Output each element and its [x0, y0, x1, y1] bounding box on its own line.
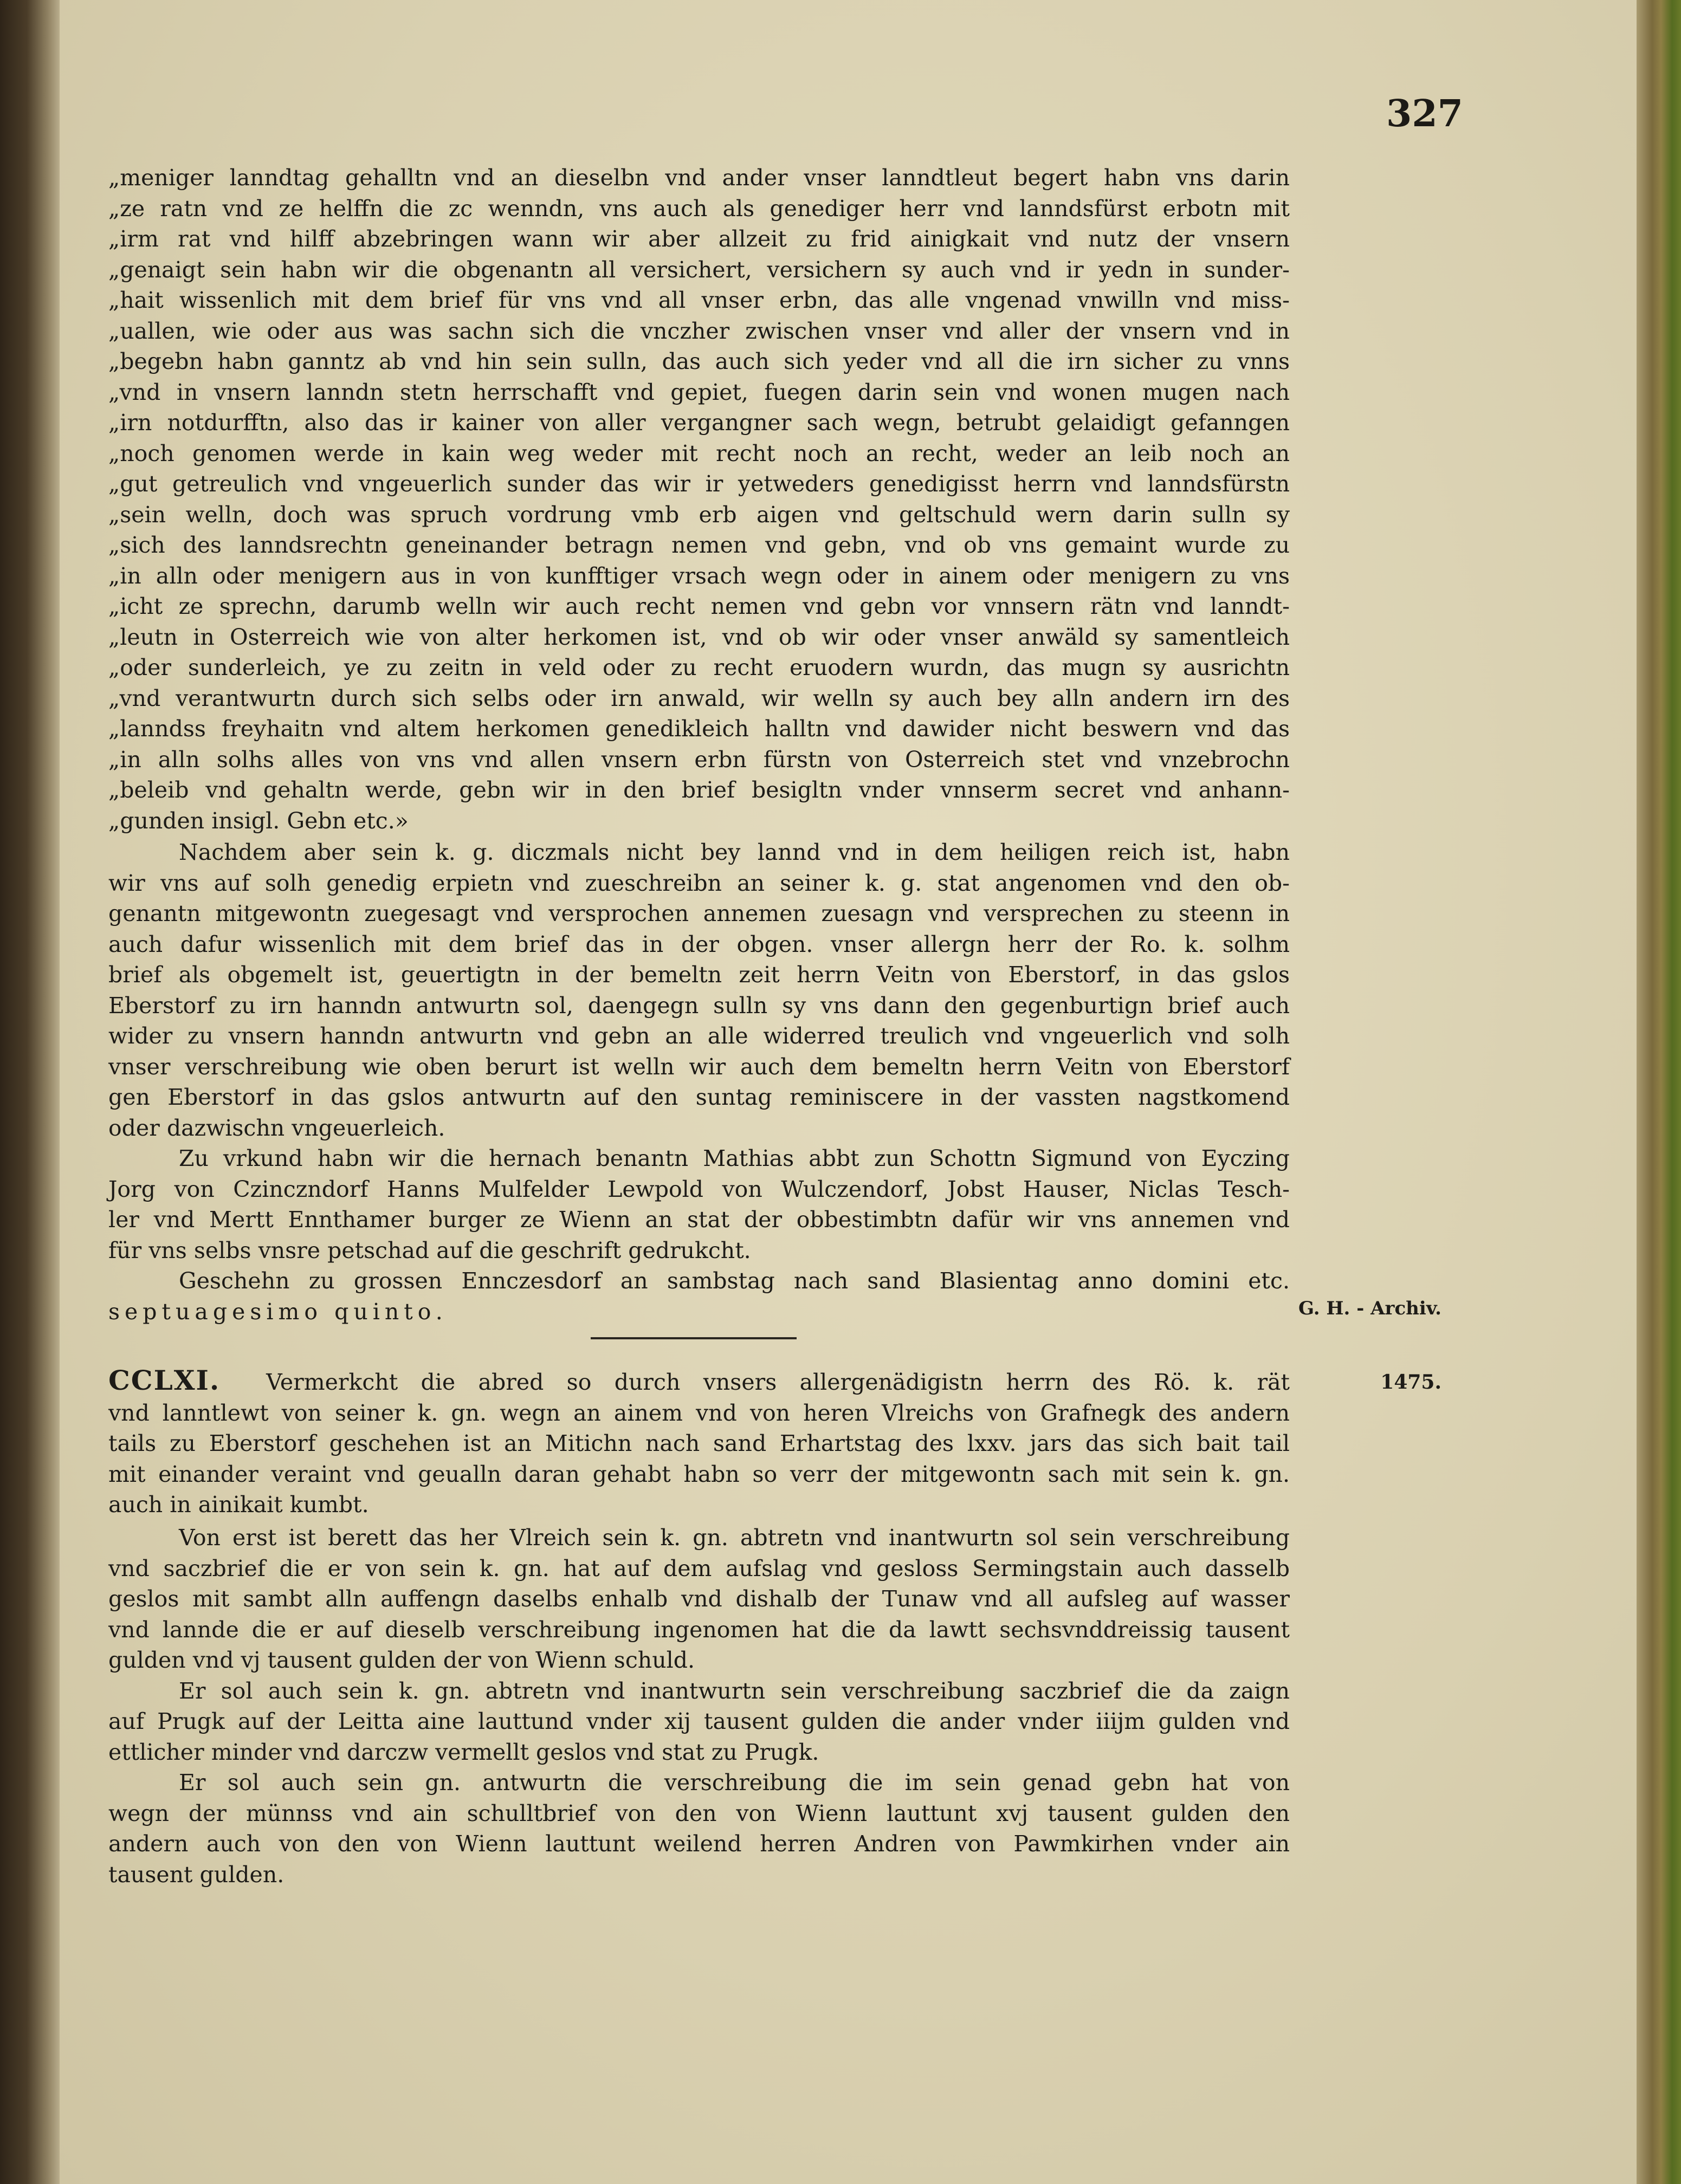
text-line: Zu vrkund habn wir die hernach benantn Mathias abbt zun Schottn Sigmund von Eyczing: [179, 1145, 1290, 1171]
text-line: gulden vnd vj tausent gulden der von Wienn schuld.: [108, 1647, 695, 1673]
text-line: Er sol auch sein gn. antwurtn die verschreibung die im sein genad gebn hat von: [179, 1770, 1290, 1796]
text-line: „genaigt sein habn wir die obgenantn all versichert, versichern sy auch vnd ir yedn in sunder-: [108, 256, 1290, 283]
text-line: „vnd in vnsern lanndn stetn herrschafft vnd gepiet, fuegen darin sein vnd wonen mugen nach: [108, 379, 1290, 405]
text-line: für vns selbs vnsre petschad auf die geschrift gedrukcht.: [108, 1237, 751, 1263]
text-line: vnser verschreibung wie oben berurt ist welln wir auch dem bemeltn herrn Veitn von Eberstorf: [108, 1053, 1290, 1080]
text-line: Geschehn zu grossen Ennczesdorf an sambstag nach sand Blasientag anno domini etc.: [179, 1268, 1290, 1294]
text-line: Nachdem aber sein k. g. diczmals nicht bey lannd vnd in dem heiligen reich ist, habn: [179, 839, 1290, 865]
text-line: „icht ze sprechn, darumb welln wir auch recht nemen vnd gebn vor vnnsern rätn vnd lanndt-: [108, 593, 1290, 619]
text-line: Eberstorf zu irn hanndn antwurtn sol, daengegn sulln sy vns dann den gegenburtign brief auch: [108, 992, 1290, 1019]
text-line: „begebn habn ganntz ab vnd hin sein sulln, das auch sich yeder vnd all die irn sicher zu vnns: [108, 348, 1290, 374]
text-line: „leutn in Osterreich wie von alter herkomen ist, vnd ob wir oder vnser anwäld sy samentleich: [108, 624, 1290, 650]
text-line: brief als obgemelt ist, geuertigtn in der bemeltn zeit herrn Veitn von Eberstorf, in das gslos: [108, 962, 1290, 988]
text-line: wider zu vnsern hanndn antwurtn vnd gebn an alle widerred treulich vnd vngeuerlich vnd solh: [108, 1023, 1290, 1049]
entry-body: [108, 1522, 1290, 1890]
text-line: tausent gulden.: [108, 1861, 285, 1888]
text-line: „sich des lanndsrechtn geneinander betragn nemen vnd gebn, vnd ob vns gemaint wurde zu: [108, 532, 1290, 558]
text-line: „uallen, wie oder aus was sachn sich die vnczher zwischen vnser vnd aller der vnsern vnd in: [108, 317, 1290, 344]
text-line: „irm rat vnd hilff abzebringen wann wir aber allzeit zu frid ainigkait vnd nutz der vnsern: [108, 226, 1290, 252]
text-line: „oder sunderleich, ye zu zeitn in veld oder zu recht eruodern wurdn, das mugn sy ausrichtn: [108, 654, 1290, 681]
text-line: Er sol auch sein k. gn. abtretn vnd inantwurtn sein verschreibung saczbrief die da zaign: [179, 1677, 1290, 1704]
text-line: oder dazwischn vngeuerleich.: [108, 1114, 445, 1141]
text-line: „sein welln, doch was spruch vordrung vmb erb aigen vnd geltschuld wern darin sulln sy: [108, 501, 1290, 528]
book-gutter: [0, 0, 60, 2184]
section-divider: [591, 1337, 797, 1339]
text-line: gen Eberstorf in das gslos antwurtn auf den suntag reminiscere in der vassten nagstkomend: [108, 1084, 1290, 1110]
text-line: „lanndss freyhaitn vnd altem herkomen genedikleich halltn vnd dawider nicht beswern vnd das: [108, 716, 1290, 742]
text-line: vnd saczbrief die er von sein k. gn. hat auf dem aufslag vnd gesloss Sermingstain auch dasselb: [108, 1555, 1290, 1582]
text-line: auch dafur wissenlich mit dem brief das in der obgen. vnser allergn herr der Ro. k. solhm: [108, 931, 1290, 957]
text-line: „in alln oder menigern aus in von kunfftiger vrsach wegn oder in ainem oder menigern zu vns: [108, 562, 1290, 589]
text-line: geslos mit sambt alln auffengn daselbs enhalb vnd dishalb der Tunaw vnd all aufsleg auf wasser: [108, 1586, 1290, 1612]
text-line: vnd lannde die er auf dieselb verschreibung ingenomen hat die da lawtt sechsvnddreissig tausent: [108, 1616, 1290, 1643]
closing-line: septuagesimo quinto.: [108, 1298, 448, 1325]
text-line: auf Prugk auf der Leitta aine lauttund vnder xij tausent gulden die ander vnder iiijm gulden vnd: [108, 1708, 1290, 1734]
narrative-paragraphs: [108, 837, 1290, 1327]
quoted-document-text: [108, 163, 1290, 836]
text-line: „meniger lanndtag gehalltn vnd an dieselbn vnd ander vnser lanndtleut begert habn vns darin: [108, 165, 1290, 191]
text-line: vnd lanntlewt von seiner k. gn. wegn an ainem vnd von heren Vlreichs von Grafnegk des andern: [108, 1399, 1290, 1426]
text-line-content: Vermerkcht die abred so durch vnsers allergenädigistn herrn des Rö. k. rät: [266, 1369, 1290, 1395]
text-line: „gunden insigl. Gebn etc.»: [108, 807, 409, 834]
text-line: wir vns auf solh genedig erpietn vnd zueschreibn an seiner k. g. stat angenomen vnd den ob-: [108, 870, 1290, 896]
text-line: auch in ainikait kumbt.: [108, 1492, 369, 1518]
text-line: mit einander veraint vnd geualln daran gehabt habn so verr der mitgewontn sach mit sein k. gn.: [108, 1461, 1290, 1487]
text-line: andern auch von den von Wienn lauttunt weilend herren Andren von Pawmkirhen vnder ain: [108, 1831, 1290, 1857]
text-line: „vnd verantwurtn durch sich selbs oder irn anwald, wir welln sy auch bey alln andern irn des: [108, 685, 1290, 711]
text-line: „gut getreulich vnd vngeuerlich sunder das wir ir yetweders genedigisst herrn vnd lanndsfürstn: [108, 471, 1290, 497]
text-line: „in alln solhs alles von vns vnd allen vnsern erbn fürstn von Osterreich stet vnd vnzebrochn: [108, 746, 1290, 773]
text-line: „irn notdurfftn, also das ir kainer von aller vergangner sach wegn, betrubt gelaidigt gefanngen: [108, 410, 1290, 436]
text-line: genantn mitgewontn zuegesagt vnd versprochen annemen zuesagn vnd versprechen zu steenn in: [108, 900, 1290, 926]
text-line: „beleib vnd gehaltn werde, gebn wir in den brief besigltn vnder vnnserm secret vnd anhann-: [108, 777, 1290, 803]
entry-ccLXI-summary: [108, 1365, 1290, 1520]
archive-reference: G. H. - Archiv.: [1298, 1298, 1441, 1319]
page-number: 327: [1386, 92, 1463, 135]
entry-numeral: CCLXI.: [108, 1364, 221, 1396]
text-line: „hait wissenlich mit dem brief für vns vnd all vnser erbn, das alle vngenad vnwilln vnd miss-: [108, 287, 1290, 313]
text-line: ler vnd Mertt Ennthamer burger ze Wienn an stat der obbestimbtn dafür wir vns annemen vnd: [108, 1207, 1290, 1233]
text-line: Von erst ist berett das her Vlreich sein k. gn. abtretn vnd inantwurtn sol sein verschreibung: [179, 1525, 1290, 1551]
page-edge: [1637, 0, 1681, 2184]
text-line: [108, 1365, 1290, 1398]
text-line: wegn der münnss vnd ain schulltbrief von den von Wienn lauttunt xvj tausent gulden den: [108, 1800, 1290, 1826]
text-line: „noch genomen werde in kain weg weder mit recht noch an recht, weder an leib noch an: [108, 440, 1290, 466]
text-line: tails zu Eberstorf geschehen ist an Mitichn nach sand Erhartstag des lxxv. jars das sich bait tail: [108, 1430, 1290, 1456]
text-line: ettlicher minder vnd darczw vermellt geslos vnd stat zu Prugk.: [108, 1739, 819, 1765]
text-line: Jorg von Czinczndorf Hanns Mulfelder Lewpold von Wulczendorf, Jobst Hauser, Niclas Tesch-: [108, 1176, 1290, 1202]
text-line: „ze ratn vnd ze helffn die zc wenndn, vns auch als genediger herr vnd lanndsfürst erbotn mit: [108, 195, 1290, 222]
margin-year: 1475.: [1380, 1371, 1441, 1394]
